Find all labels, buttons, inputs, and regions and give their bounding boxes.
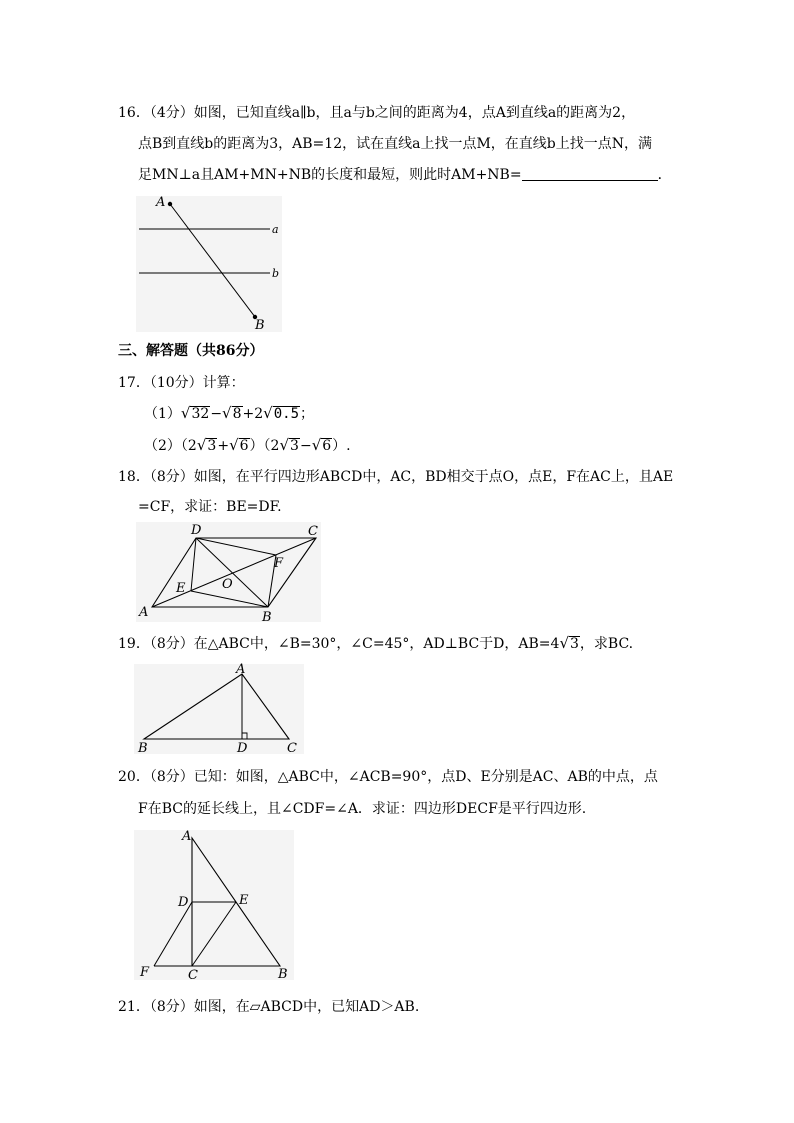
q17-p2-radicand4: 6 bbox=[322, 438, 332, 454]
q21-line1: 21．（8分）如图，在▱ABCD中，已知AD＞AB. bbox=[118, 999, 420, 1015]
q19-text: 19．（8分）在△ABC中，∠B=30°，∠C=45°，AD⊥BC于D，AB=4 bbox=[118, 636, 560, 652]
radical-icon: √ bbox=[263, 404, 273, 422]
q20-line1: 20．（8分）已知：如图，△ABC中，∠ACB=90°，点D、E分别是AC、AB的中点，点 bbox=[118, 769, 658, 785]
q17-p1-end: ； bbox=[300, 406, 315, 422]
radical-icon: √ bbox=[196, 436, 207, 454]
point-a bbox=[168, 202, 172, 206]
q17-part2-label: （2） bbox=[144, 438, 181, 454]
q17-p1-radicand1: 32 bbox=[191, 406, 210, 422]
q16-figure bbox=[136, 196, 282, 332]
label-c: C bbox=[188, 968, 198, 983]
q16-line1: 16．（4分）如图，已知直线a∥b，且a与b之间的距离为4，点A到直线a的距离为2， bbox=[118, 105, 636, 121]
label-e: E bbox=[176, 581, 186, 596]
radical-icon: √ bbox=[229, 436, 239, 454]
q17-p2-radicand2: 6 bbox=[239, 438, 249, 454]
q19-radicand: 3 bbox=[570, 636, 579, 652]
label-f: F bbox=[274, 556, 284, 571]
q20-figure bbox=[134, 829, 294, 983]
label-a-point: A bbox=[156, 195, 166, 210]
label-b: B bbox=[262, 610, 272, 625]
q16-line2: 点B到直线b的距离为3，AB=12，试在直线a上找一点M，在直线b上找一点N，满 bbox=[138, 136, 652, 152]
label-a: A bbox=[139, 605, 149, 620]
q17-p2-radicand1: 3 bbox=[207, 438, 217, 454]
q17-p2-end: ）. bbox=[332, 438, 351, 454]
label-b: B bbox=[278, 967, 288, 982]
label-line-a: a bbox=[272, 223, 279, 236]
label-f: F bbox=[140, 965, 150, 980]
label-b-point: B bbox=[255, 318, 265, 333]
q19-text-end: ，求BC. bbox=[579, 636, 634, 652]
label-c: C bbox=[287, 741, 297, 756]
q18-figure bbox=[136, 522, 321, 625]
label-a: A bbox=[182, 829, 192, 844]
q18-line2: =CF，求证：BE=DF. bbox=[138, 499, 282, 515]
label-d: D bbox=[178, 895, 189, 910]
q19-figure-background bbox=[134, 664, 304, 754]
label-a: A bbox=[236, 662, 246, 677]
q17-p2-mid: ）（2 bbox=[249, 438, 280, 454]
q16-line3 bbox=[138, 166, 672, 184]
q17-part2 bbox=[144, 436, 351, 455]
radical-icon: √ bbox=[180, 404, 191, 422]
label-c: C bbox=[308, 524, 318, 539]
q16-line3-text: 足MN⊥a且AM+MN+NB的长度和最短，则此时AM+NB= bbox=[138, 167, 522, 183]
q20-figure-background bbox=[134, 830, 294, 980]
q17-part1 bbox=[144, 404, 314, 423]
q19-figure bbox=[134, 664, 304, 754]
q16-line3-end: ． bbox=[657, 167, 672, 183]
q19-line1 bbox=[118, 634, 633, 653]
q16-answer-blank[interactable] bbox=[522, 166, 658, 181]
radical-icon: √ bbox=[311, 436, 322, 454]
q17-p2-radicand3: 3 bbox=[290, 438, 299, 454]
q17-p2-plus: + bbox=[217, 438, 230, 454]
label-line-b: b bbox=[272, 267, 280, 280]
q17-head: 17．（10分）计算： bbox=[118, 375, 245, 391]
q17-p1-radicand3: 0.5 bbox=[273, 406, 300, 422]
label-d: D bbox=[237, 741, 248, 756]
q20-line2: F在BC的延长线上，且∠CDF=∠A．求证：四边形DECF是平行四边形. bbox=[138, 801, 587, 817]
label-o: O bbox=[222, 577, 233, 592]
label-d: D bbox=[191, 523, 202, 538]
label-e: E bbox=[239, 893, 249, 908]
q17-p1-radicand2: 8 bbox=[232, 406, 242, 422]
radical-icon: √ bbox=[222, 404, 232, 422]
radical-icon: √ bbox=[559, 634, 569, 652]
q16-figure-background bbox=[136, 196, 282, 332]
q18-line1: 18．（8分）如图，在平行四边形ABCD中，AC，BD相交于点O，点E，F在AC上，且AE bbox=[118, 469, 674, 485]
radical-icon: √ bbox=[279, 436, 290, 454]
q17-p2-open1: （2 bbox=[180, 438, 197, 454]
q17-p1-op2: +2 bbox=[242, 406, 264, 422]
label-b: B bbox=[138, 741, 148, 756]
section3-title: 三、解答题（共86分） bbox=[118, 343, 264, 359]
q17-part1-label: （1） bbox=[144, 406, 181, 422]
q17-p1-op1: − bbox=[210, 406, 223, 422]
q17-p2-minus: − bbox=[299, 438, 312, 454]
